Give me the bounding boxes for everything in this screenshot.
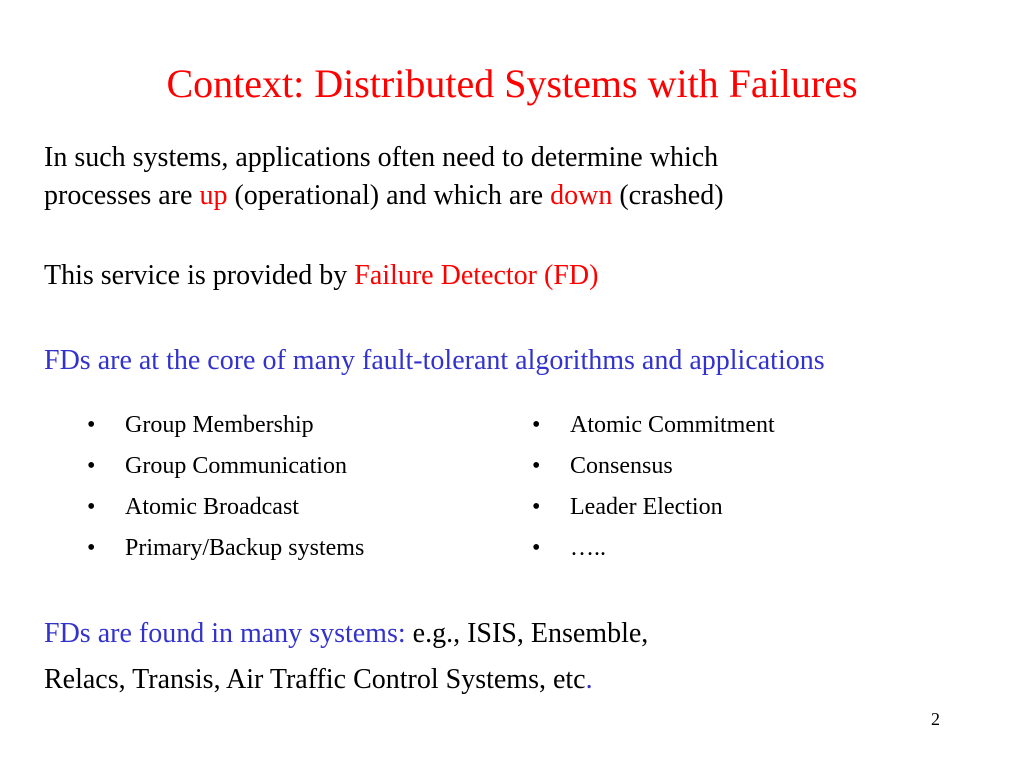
found-in-systems-paragraph: [44, 611, 648, 703]
intro-line-1: In such systems, applications often need to determine which: [44, 142, 719, 173]
bullet-icon: •: [87, 494, 96, 520]
list-item-text: Atomic Broadcast: [125, 494, 299, 520]
list-item-text: Group Communication: [125, 453, 347, 479]
bullet-icon: •: [87, 453, 96, 479]
found-line-1: [44, 611, 648, 657]
slide-title: Context: Distributed Systems with Failures: [166, 61, 858, 106]
list-item-text: Atomic Commitment: [570, 412, 775, 438]
list-item-text: Group Membership: [125, 412, 314, 438]
intro-line-2-start: processes are: [44, 180, 200, 211]
intro-paragraph: [44, 139, 724, 215]
found-period: .: [585, 664, 593, 695]
failure-detector-term: Failure Detector (FD): [354, 260, 599, 291]
bullet-icon: •: [532, 453, 541, 479]
list-item-text: Consensus: [570, 453, 673, 479]
found-examples-continued: Relacs, Transis, Air Traffic Control Systems, etc: [44, 664, 586, 695]
bullet-icon: •: [87, 535, 96, 561]
down-keyword: down: [550, 180, 613, 211]
page-number: 2: [931, 709, 940, 729]
core-statement: FDs are at the core of many fault-tolerant algorithms and applications: [44, 345, 825, 376]
bullet-icon: •: [532, 494, 541, 520]
list-item-text: Primary/Backup systems: [125, 535, 365, 561]
list-item-text: Leader Election: [570, 494, 723, 520]
intro-line-2-middle: (operational) and which are: [227, 180, 551, 211]
bullet-icon: •: [532, 535, 541, 561]
bullet-icon: •: [87, 412, 96, 438]
service-paragraph: [44, 257, 598, 295]
found-lead-in: FDs are found in many systems:: [44, 618, 406, 649]
bullet-icon: •: [532, 412, 541, 438]
intro-line-2-end: (crashed): [612, 180, 724, 211]
list-item-text: …..: [570, 535, 606, 561]
up-keyword: up: [199, 180, 228, 211]
found-examples: e.g., ISIS, Ensemble,: [405, 618, 649, 649]
service-text: This service is provided by: [44, 260, 355, 291]
found-line-2: [44, 657, 648, 703]
intro-line-2: [44, 177, 724, 215]
